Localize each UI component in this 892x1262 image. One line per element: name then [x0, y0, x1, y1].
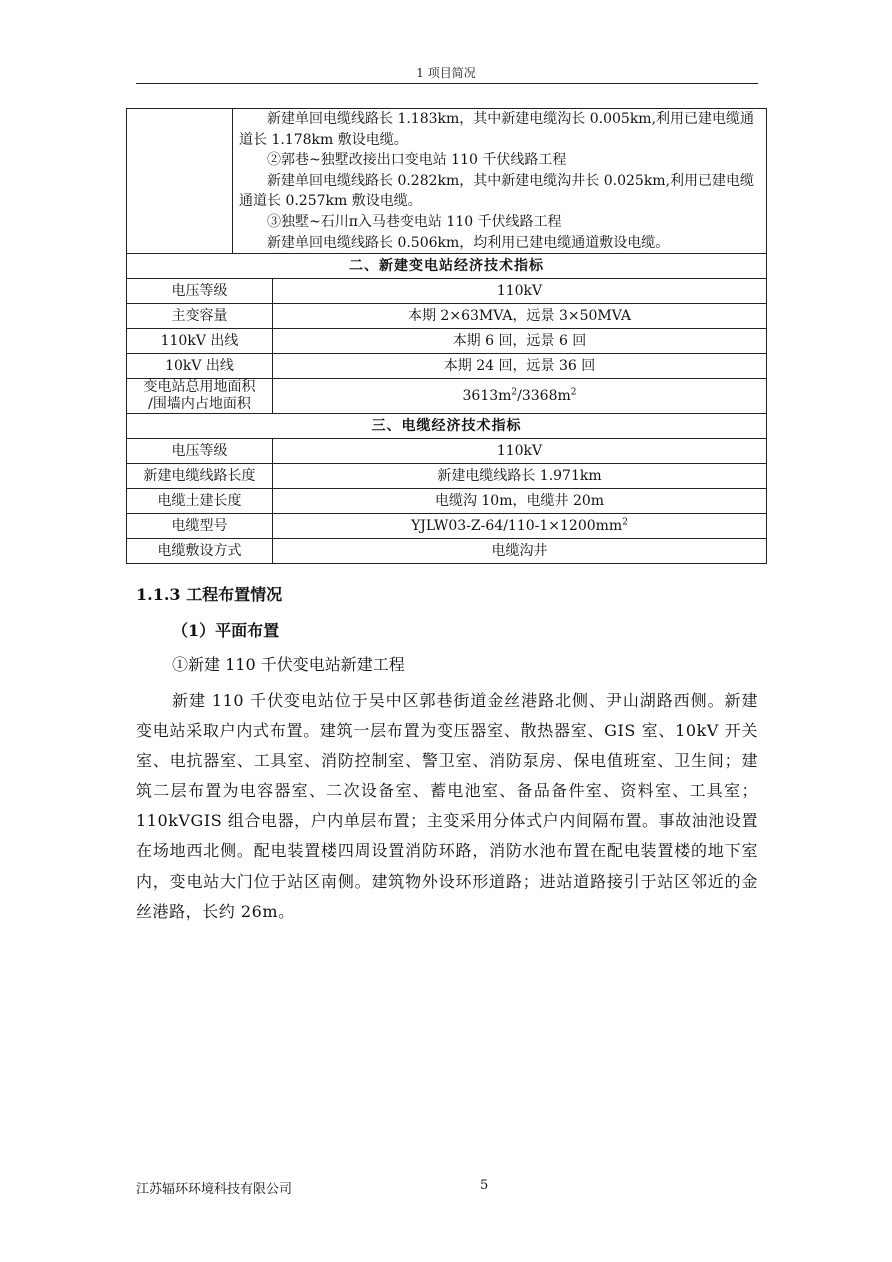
- table-label: 110kV 出线: [127, 329, 273, 354]
- table-value: 新建电缆线路长 1.971km: [273, 464, 767, 489]
- table-row: [127, 514, 767, 539]
- table-label: 新建电缆线路长度: [127, 464, 273, 489]
- table-label: 电缆敷设方式: [127, 539, 273, 564]
- subsection-heading: （1）平面布置: [172, 621, 280, 640]
- area-label-line1: 变电站总用地面积: [143, 379, 256, 396]
- footer-company: 江苏辐环环境科技有限公司: [136, 1182, 293, 1197]
- table-text-line: 新建单回电缆线路长 0.506km，均利用已建电缆通道敷设电缆。: [267, 234, 670, 251]
- table-text-line: 新建单回电缆线路长 0.282km，其中新建电缆沟井长 0.025km,利用已建电缆通道长 0.257km 敷设电缆。: [239, 172, 755, 210]
- table-row-continuation: [127, 109, 767, 254]
- table-row: [127, 279, 767, 304]
- section-heading: 1.1.3 工程布置情况: [136, 585, 283, 604]
- table-value-cable-type: [273, 514, 767, 539]
- table-label: 电压等级: [127, 439, 273, 464]
- table-value: 本期 2×63MVA，远景 3×50MVA: [273, 304, 767, 329]
- table-label: 电缆土建长度: [127, 489, 273, 514]
- table-section-row: [127, 254, 767, 279]
- table-section-row: [127, 414, 767, 439]
- table-row-area: [127, 379, 767, 414]
- table-cell-continuation-text: [233, 109, 767, 254]
- table-row: [127, 304, 767, 329]
- table-row: [127, 329, 767, 354]
- table-value-area: [273, 379, 767, 414]
- table-row: [127, 489, 767, 514]
- table-section-title: 三、电缆经济技术指标: [127, 414, 767, 439]
- page-header-title: 1 项目简况: [416, 66, 476, 80]
- table-value: 本期 24 回，远景 36 回: [273, 354, 767, 379]
- table-value: 电缆沟井: [273, 539, 767, 564]
- table-row: [127, 464, 767, 489]
- body-paragraph: 新建 110 千伏变电站位于吴中区郭巷街道金丝港路北侧、尹山湖路西侧。新建变电站采取户内式布置。建筑一层布置为变压器室、散热器室、GIS 室、10kV 开关室、电抗器室、工具室、消防控制室、警卫室、消防泵房、保电值班室、卫生间；建筑二层布置为电容器室、二次设备室、蓄电池室、备品备件室、资料室、工具室；110kVGIS 组合电器，户内单层布置；主变采用分体式户内间隔布置。事故油池设置在场地西北侧。配电装置楼四周设置消防环路，消防水池布置在配电装置楼的地下室内，变电站大门位于站区南侧。建筑物外设环形道路；进站道路接引于站区邻近的金丝港路，长约 26m。: [136, 691, 758, 921]
- area-label-line2: /围墙内占地面积: [148, 396, 251, 413]
- table-row: [127, 439, 767, 464]
- table-label: 10kV 出线: [127, 354, 273, 379]
- table-label: 主变容量: [127, 304, 273, 329]
- table-text-line: ②郭巷~独墅改接出口变电站 110 千伏线路工程: [267, 152, 567, 169]
- cable-type-sup: 2: [622, 517, 628, 528]
- item-heading: ①新建 110 千伏变电站新建工程: [172, 655, 405, 674]
- table-value: 本期 6 回，远景 6 回: [273, 329, 767, 354]
- cable-type-text: YJLW03-Z-64/110-1×1200mm: [411, 518, 623, 535]
- table-label: 电压等级: [127, 279, 273, 304]
- area-value-walled: /3368m: [517, 388, 571, 405]
- table-value: 电缆沟 10m，电缆井 20m: [273, 489, 767, 514]
- area-value-total: 3613m: [462, 388, 512, 405]
- table-cell-empty: [127, 109, 233, 254]
- page-number: 5: [480, 1178, 489, 1193]
- area-sup: 2: [570, 387, 577, 398]
- spec-table-container: [126, 108, 767, 564]
- table-label: 电缆型号: [127, 514, 273, 539]
- spec-table: [126, 108, 767, 564]
- table-text-line: ③独墅~石川π入马巷变电站 110 千伏线路工程: [267, 213, 562, 230]
- table-row: [127, 539, 767, 564]
- table-value: 110kV: [273, 439, 767, 464]
- table-value: 110kV: [273, 279, 767, 304]
- header-rule: [136, 83, 758, 84]
- table-section-title: 二、新建变电站经济技术指标: [127, 254, 767, 279]
- table-text-line: 新建单回电缆线路长 1.183km，其中新建电缆沟长 0.005km,利用已建电缆通道长 1.178km 敷设电缆。: [239, 111, 755, 148]
- table-label-area: [127, 379, 273, 414]
- area-sup: 2: [511, 387, 518, 398]
- table-row: [127, 354, 767, 379]
